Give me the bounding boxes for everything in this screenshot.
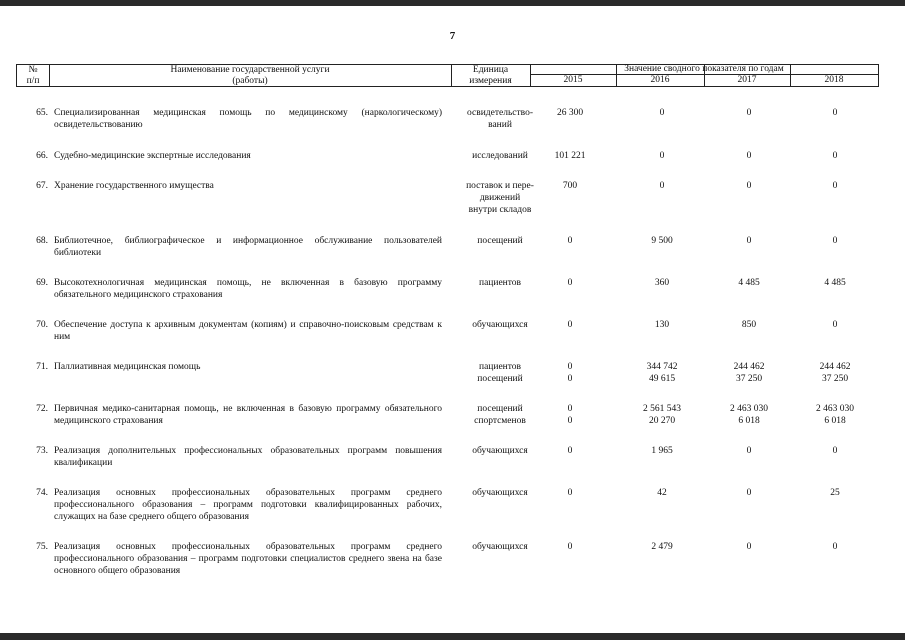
value-2017: 850 — [741, 320, 757, 330]
value-2016: 9 500 — [651, 236, 673, 246]
value-2018: 0 — [832, 542, 838, 552]
row-number: 70. — [36, 320, 48, 330]
unit: обучающихся — [472, 488, 528, 498]
value-2015: 0 — [567, 542, 573, 552]
row-number: 69. — [36, 278, 48, 288]
value-2017: 0 — [746, 446, 752, 456]
page-number: 7 — [449, 30, 456, 42]
unit: пациентов посещений — [477, 362, 523, 384]
value-2018: 0 — [832, 108, 838, 118]
value-2017: 0 — [746, 542, 752, 552]
row-number: 74. — [36, 488, 48, 498]
header-name — [49, 65, 451, 87]
value-2015: 0 — [567, 278, 573, 288]
service-name: Специализированная медицинская помощь по медицинскому (наркологическому) освидетельствованию — [54, 108, 442, 130]
value-2018: 0 — [832, 151, 838, 161]
service-name: Судебно-медицинские экспертные исследования — [54, 151, 251, 161]
value-2015: 0 — [567, 320, 573, 330]
value-2018: 0 — [832, 236, 838, 246]
value-2016: 344 742 49 615 — [646, 362, 678, 384]
value-2015: 0 — [567, 236, 573, 246]
header-name-line1: Наименование государственной услуги — [170, 65, 330, 75]
header-year-2016: 2016 — [650, 75, 670, 85]
service-name: Высокотехнологичная медицинская помощь, не включенная в базовую программу обязательного медицинского страхования — [54, 278, 442, 300]
unit: поставок и пере- движений внутри складов — [466, 181, 534, 215]
value-2017: 0 — [746, 181, 752, 191]
value-2016: 130 — [654, 320, 670, 330]
unit: посещений — [477, 236, 523, 246]
value-2015: 26 300 — [556, 108, 584, 118]
service-name: Хранение государственного имущества — [54, 181, 214, 191]
value-2015: 0 0 — [567, 362, 573, 384]
service-name: Паллиативная медицинская помощь — [54, 362, 201, 372]
header-year-2018: 2018 — [824, 75, 844, 85]
unit: обучающихся — [472, 320, 528, 330]
row-number: 65. — [36, 108, 48, 118]
value-2017: 2 463 030 6 018 — [730, 404, 768, 426]
header-num-line1: № — [28, 65, 38, 75]
value-2016: 2 561 543 20 270 — [643, 404, 681, 426]
value-2018: 25 — [830, 488, 840, 498]
value-2015: 0 — [567, 488, 573, 498]
header-num-line2: п/п — [26, 76, 40, 86]
value-2018: 0 — [832, 181, 838, 191]
value-2017: 0 — [746, 108, 752, 118]
bottom-border — [0, 633, 905, 640]
row-number: 75. — [36, 542, 48, 552]
value-2015: 0 — [567, 446, 573, 456]
unit: исследований — [472, 151, 528, 161]
top-border — [0, 0, 905, 6]
service-name: Реализация основных профессиональных образовательных программ среднего профессионального образования – программ подготовки квалифицированных рабочих, служащих на базе среднего общего образования — [54, 488, 442, 522]
value-2018: 4 485 — [824, 278, 846, 288]
value-2018: 2 463 030 6 018 — [816, 404, 854, 426]
value-2016: 2 479 — [651, 542, 673, 552]
value-2015: 700 — [562, 181, 578, 191]
value-2018: 0 — [832, 320, 838, 330]
value-2017: 244 462 37 250 — [733, 362, 765, 384]
header-unit-line2: измерения — [469, 76, 512, 86]
value-2016: 0 — [659, 108, 665, 118]
unit: пациентов — [478, 278, 522, 288]
value-2016: 0 — [659, 151, 665, 161]
value-2018: 244 462 37 250 — [819, 362, 851, 384]
header-values-title: Значение сводного показателя по годам — [624, 64, 784, 74]
row-number: 67. — [36, 181, 48, 191]
value-2017: 0 — [746, 236, 752, 246]
table-header — [16, 64, 879, 87]
value-2017: 4 485 — [738, 278, 760, 288]
unit: освидетельство- ваний — [467, 108, 533, 130]
value-2015: 0 0 — [567, 404, 573, 426]
value-2016: 42 — [657, 488, 667, 498]
header-name-line2: (работы) — [232, 76, 268, 86]
value-2015: 101 221 — [554, 151, 586, 161]
header-num — [17, 65, 49, 87]
value-2016: 0 — [659, 181, 665, 191]
service-name: Обеспечение доступа к архивным документам (копиям) и справочно-поисковым средствам к ним — [54, 320, 442, 342]
row-number: 73. — [36, 446, 48, 456]
value-2016: 360 — [654, 278, 670, 288]
header-year-2015: 2015 — [563, 75, 583, 85]
service-name: Первичная медико-санитарная помощь, не включенная в базовую программу обязательного медицинского страхования — [54, 404, 442, 426]
row-number: 71. — [36, 362, 48, 372]
value-2018: 0 — [832, 446, 838, 456]
value-2017: 0 — [746, 488, 752, 498]
unit: посещений спортсменов — [474, 404, 526, 426]
value-2017: 0 — [746, 151, 752, 161]
header-unit-line1: Единица — [472, 65, 509, 75]
value-2016: 1 965 — [651, 446, 673, 456]
header-unit — [451, 65, 530, 87]
unit: обучающихся — [472, 542, 528, 552]
row-number: 72. — [36, 404, 48, 414]
service-name: Реализация основных профессиональных образовательных программ среднего профессионального образования – программ подготовки специалистов среднего звена на базе основного общего образования — [54, 542, 442, 576]
row-number: 68. — [36, 236, 48, 246]
service-name: Библиотечное, библиографическое и информационное обслуживание пользователей библиотеки — [54, 236, 442, 258]
row-number: 66. — [36, 151, 48, 161]
service-name: Реализация дополнительных профессиональных образовательных программ повышения квалификации — [54, 446, 442, 468]
header-year-2017: 2017 — [737, 75, 757, 85]
unit: обучающихся — [472, 446, 528, 456]
